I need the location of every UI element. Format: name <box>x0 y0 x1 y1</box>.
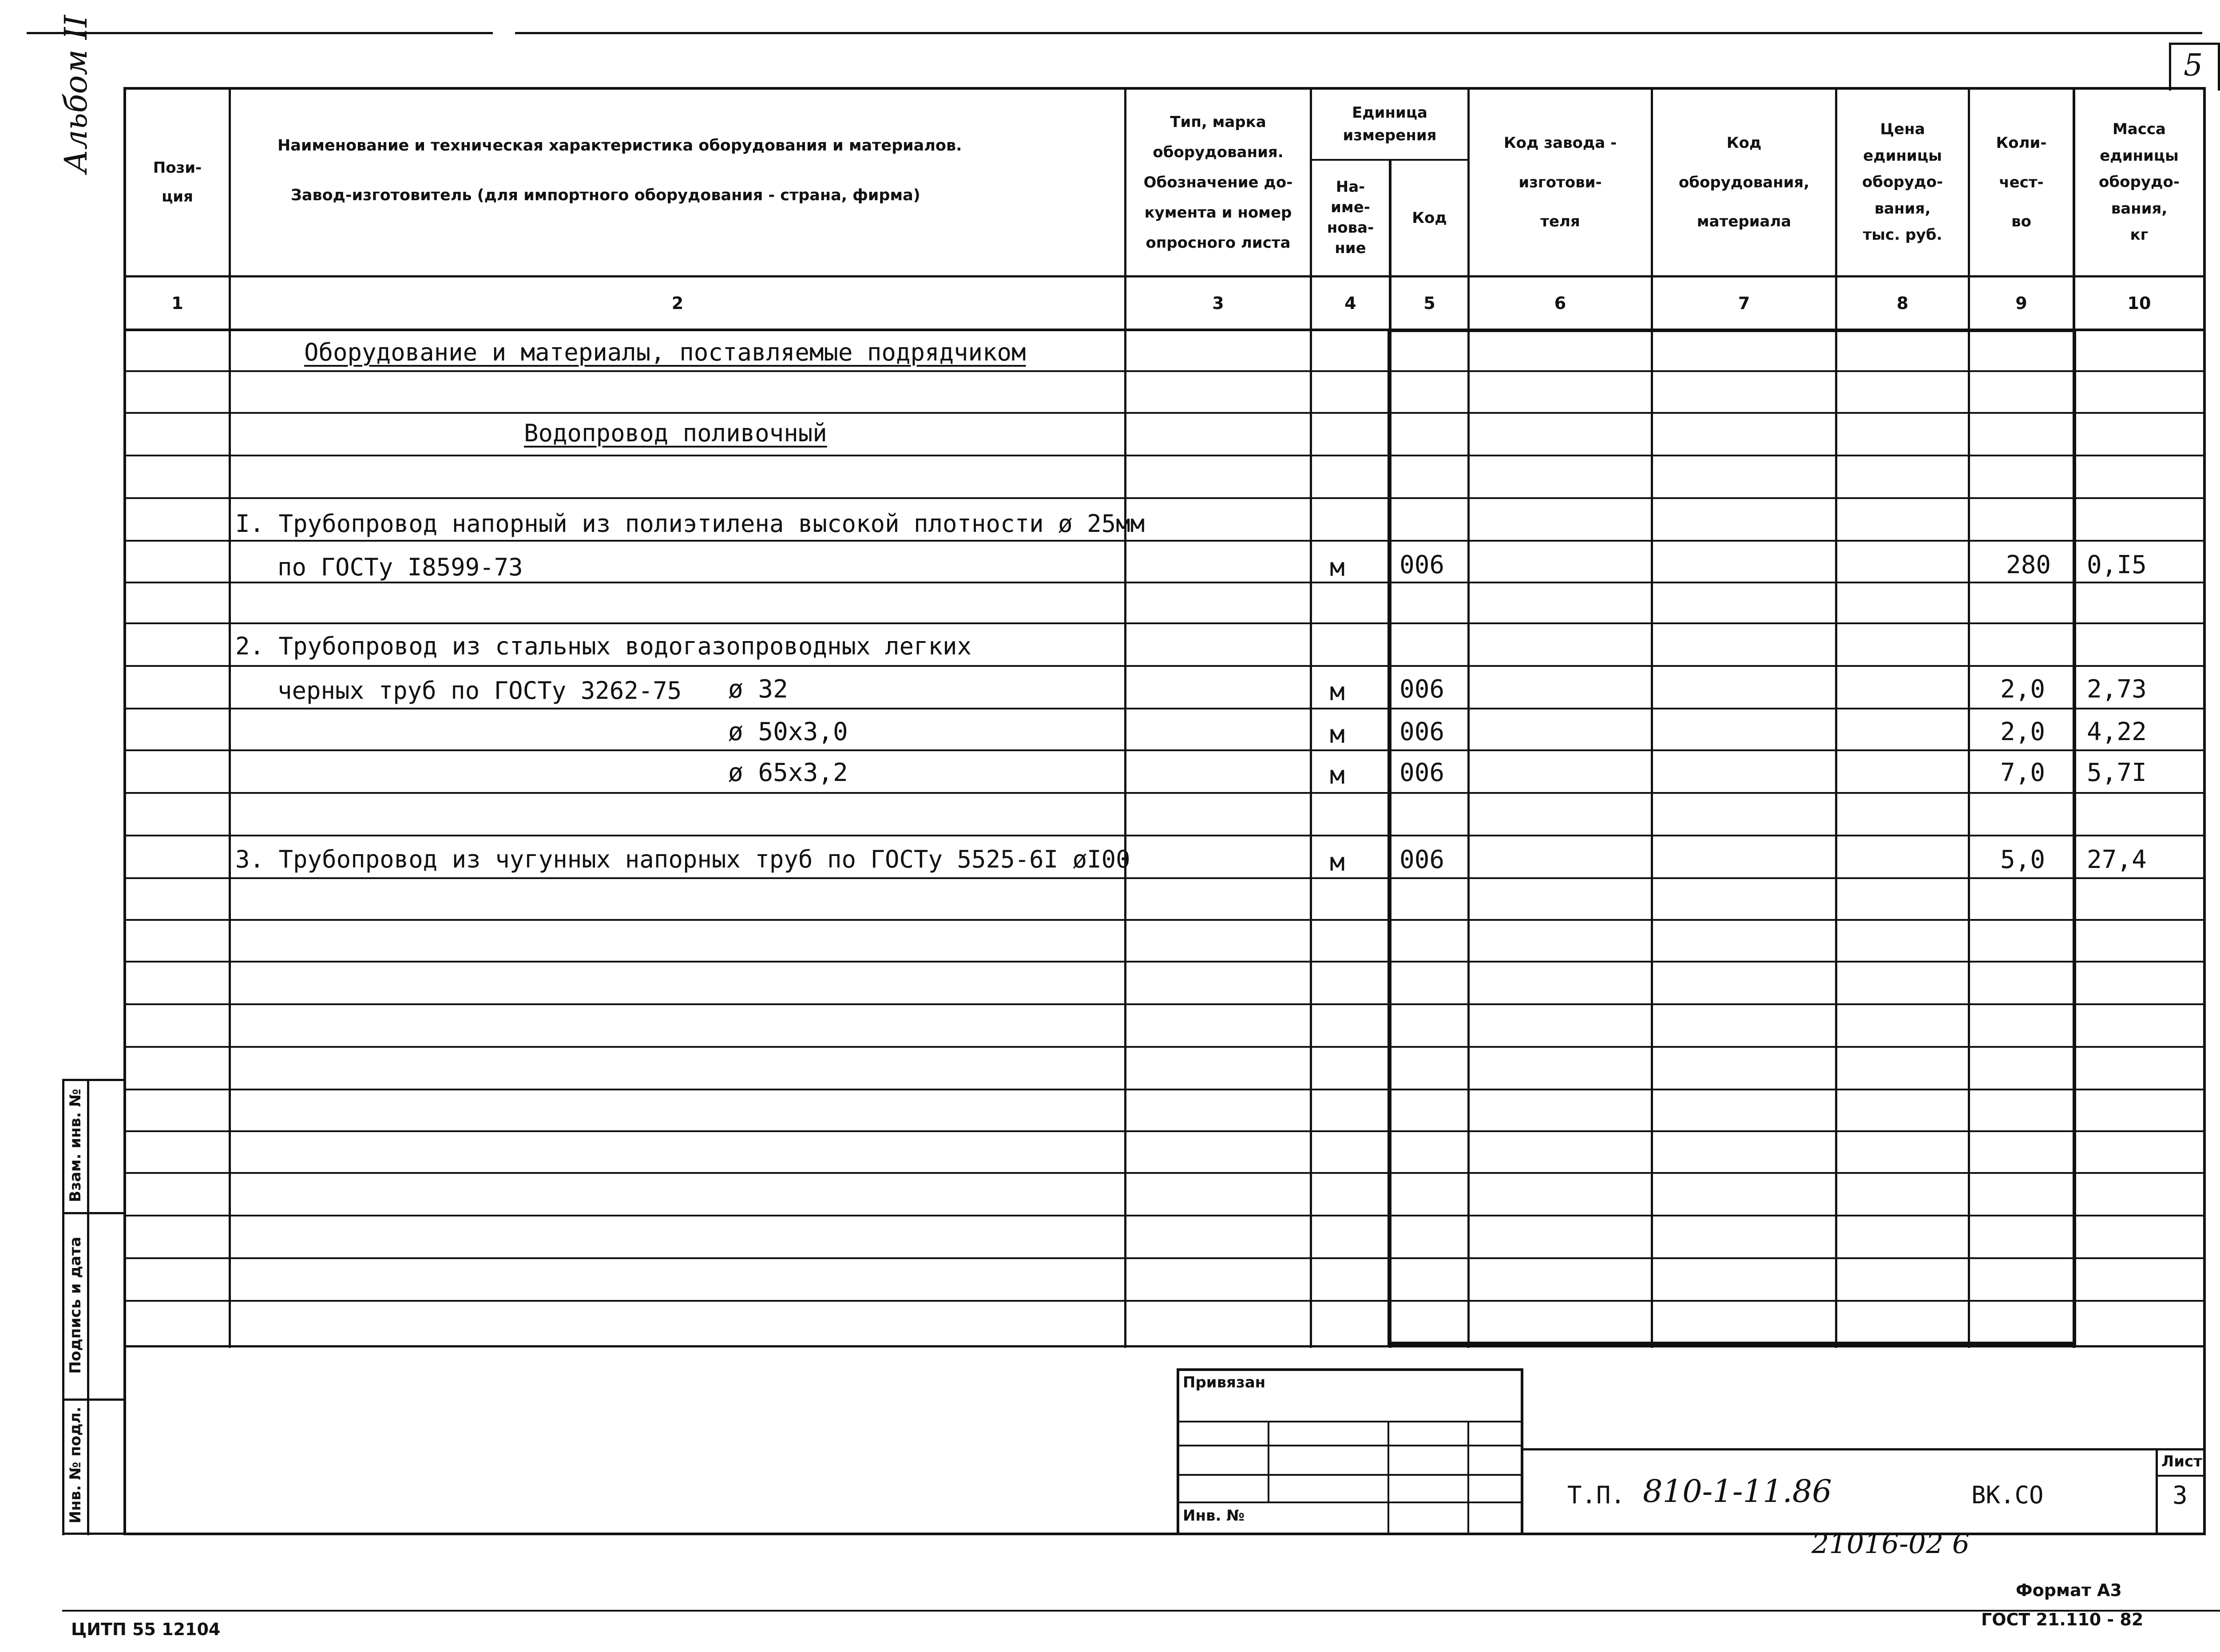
col-line-8 <box>1968 87 1970 1348</box>
doc-number: 810-1-11.86 <box>1643 1473 1832 1509</box>
sheet-label: Лист <box>2161 1453 2202 1470</box>
col-line-3 <box>1310 87 1312 1348</box>
album-mark: Альбом II <box>58 15 94 173</box>
row-line <box>123 1215 2206 1216</box>
item3-line1: 3. Трубопровод из чугунных напорных труб по ГОСТу 5525-6I øI00 <box>235 845 1130 873</box>
item2-d1-unit: м <box>1330 677 1345 706</box>
row-line <box>123 455 2206 456</box>
col-line-5 <box>1467 87 1470 1348</box>
row-line <box>123 582 2206 583</box>
header-position: Пози- ция <box>153 159 202 206</box>
side-stamp-podpis: Подпись и дата <box>67 1236 84 1374</box>
side-stamp-inv-podl: Инв. № подл. <box>67 1406 84 1524</box>
gost-label: ГОСТ 21.110 - 82 <box>1981 1610 2144 1629</box>
row-line <box>123 835 2206 836</box>
sheet-value: 3 <box>2172 1481 2188 1510</box>
side-stamp-bottom <box>62 1533 124 1535</box>
item2-d2-qty: 2,0 <box>2000 717 2046 746</box>
title-block-top <box>1523 1448 2204 1450</box>
header-quantity: Коли- чест- во <box>1996 134 2047 231</box>
item2-d1-mass: 2,73 <box>2087 675 2147 704</box>
row-line <box>123 1046 2206 1048</box>
privyazan-box-left <box>1177 1368 1179 1533</box>
row-line <box>123 919 2206 921</box>
row-line <box>123 1130 2206 1132</box>
bold-box-top <box>1389 329 2075 332</box>
item1-mass: 0,I5 <box>2087 551 2147 579</box>
row-line <box>123 370 2206 372</box>
item2-d3: ø 65x3,2 <box>728 758 848 787</box>
item3-code: 006 <box>1399 845 1445 874</box>
section-title: Оборудование и материалы, поставляемые подрядчиком <box>304 338 1026 366</box>
corner-box-right <box>2218 43 2220 91</box>
tsitp-label: ЦИТП 55 12104 <box>71 1620 221 1639</box>
side-stamp-left <box>62 1079 64 1535</box>
col-number-6: 6 <box>1554 293 1566 313</box>
col-number-10: 10 <box>2127 293 2151 313</box>
col-number-1: 1 <box>171 293 183 313</box>
footer-rule <box>62 1610 2220 1612</box>
header-equipment-code: Код оборудования, материала <box>1678 134 1810 231</box>
item2-line1: 2. Трубопровод из стальных водогазопроводных легких <box>235 632 972 660</box>
side-stamp-div1 <box>62 1212 124 1214</box>
item2-d2-unit: м <box>1330 720 1345 749</box>
privyazan-col3 <box>1467 1421 1469 1533</box>
col-number-2: 2 <box>671 293 684 313</box>
table-right <box>2203 87 2206 1534</box>
item2-d1-qty: 2,0 <box>2000 675 2046 704</box>
body-bottom <box>123 1345 2206 1347</box>
row-line <box>123 540 2206 542</box>
item2-d3-qty: 7,0 <box>2000 758 2046 787</box>
col-number-8: 8 <box>1896 293 1909 313</box>
item1-line2: по ГОСТу I8599-73 <box>278 553 523 581</box>
doc-prefix: Т.П. <box>1567 1481 1625 1509</box>
top-rule-right <box>515 32 2202 34</box>
bold-box-right <box>2073 329 2076 1345</box>
row-line <box>123 749 2206 751</box>
privyazan-row3 <box>1177 1474 1523 1476</box>
col-number-4: 4 <box>1344 293 1356 313</box>
header-unit-group: Единица измерения <box>1343 104 1437 144</box>
item2-d3-unit: м <box>1330 761 1345 790</box>
row-line <box>123 961 2206 963</box>
item2-d1-code: 006 <box>1399 675 1445 704</box>
item1-qty: 280 <box>2006 551 2051 579</box>
privyazan-col1 <box>1268 1421 1269 1503</box>
row-line <box>123 1300 2206 1302</box>
privyazan-box-right <box>1521 1368 1523 1533</box>
corner-sheet-number: 5 <box>2184 48 2203 83</box>
header-name-line2: Завод-изготовитель (для импортного оборудования - страна, фирма) <box>291 186 920 204</box>
header-factory-code: Код завода - изготови- теля <box>1503 134 1617 231</box>
item2-d2-code: 006 <box>1399 717 1445 746</box>
bold-box-bottom <box>1389 1342 2075 1345</box>
top-rule-left <box>27 32 493 34</box>
row-line <box>123 665 2206 667</box>
col-number-9: 9 <box>2015 293 2027 313</box>
privyazan-col2 <box>1388 1421 1389 1533</box>
item2-d3-code: 006 <box>1399 758 1445 787</box>
row-line <box>123 497 2206 499</box>
item1-unit: м <box>1330 553 1345 582</box>
corner-box-left <box>2169 43 2171 91</box>
privyazan-box-top <box>1177 1368 1523 1371</box>
item3-mass: 27,4 <box>2087 845 2147 874</box>
col-line-6 <box>1651 87 1653 1348</box>
col-number-3: 3 <box>1212 293 1224 313</box>
format-label: Формат А3 <box>2016 1581 2122 1600</box>
header-unit-code: Код <box>1412 209 1447 227</box>
side-stamp-mid <box>87 1079 89 1535</box>
header-mass: Масса единицы оборудо- вания, кг <box>2099 120 2180 244</box>
row-line <box>123 1089 2206 1090</box>
corner-box-top <box>2169 43 2220 45</box>
col-line-2 <box>1124 87 1126 1348</box>
side-stamp-vzam: Взам. инв. № <box>67 1089 84 1202</box>
row-line <box>123 412 2206 414</box>
col-line-1 <box>229 87 231 1348</box>
item1-code: 006 <box>1399 551 1445 579</box>
row-line <box>123 708 2206 709</box>
row-line <box>123 1003 2206 1005</box>
sheet-box-split <box>2156 1475 2204 1477</box>
item2-d2: ø 50x3,0 <box>728 717 848 746</box>
subsection-title: Водопровод поливочный <box>524 419 827 447</box>
col-line-7 <box>1835 87 1837 1348</box>
item2-line2: черных труб по ГОСТу 3262-75 <box>278 677 682 705</box>
item3-unit: м <box>1330 848 1345 877</box>
header-price: Цена единицы оборудо- вания, тыс. руб. <box>1862 120 1943 244</box>
row-line <box>123 1172 2206 1174</box>
row-line <box>123 622 2206 624</box>
row-line <box>123 877 2206 879</box>
sheet-box-left <box>2156 1448 2158 1534</box>
col-number-7: 7 <box>1738 293 1750 313</box>
privyazan-row2 <box>1177 1445 1523 1446</box>
privyazan-row4 <box>1177 1501 1523 1503</box>
row-line <box>123 1257 2206 1259</box>
doc-code: ВК.СО <box>1971 1481 2044 1509</box>
header-name-line1: Наименование и техническая характеристика оборудования и материалов. <box>278 137 962 155</box>
privyazan-row1 <box>1177 1421 1523 1422</box>
inv-no-label: Инв. № <box>1183 1507 1245 1525</box>
handwritten-code: 21016-02 6 <box>1812 1527 1970 1560</box>
item3-qty: 5,0 <box>2000 845 2046 874</box>
item1-line1: I. Трубопровод напорный из полиэтилена высокой плотности ø 25мм <box>235 510 1145 538</box>
row-line <box>123 792 2206 794</box>
header-type: Тип, марка оборудования. Обозначение до- кумента и номер опросного листа <box>1143 113 1293 252</box>
item2-d2-mass: 4,22 <box>2087 717 2147 746</box>
privyazan-label: Привязан <box>1183 1374 1266 1391</box>
header-unit-name: На- име- нова- ние <box>1327 178 1374 257</box>
col-number-5: 5 <box>1423 293 1435 313</box>
item2-d1: ø 32 <box>728 675 788 704</box>
bold-box-left <box>1388 329 1391 1345</box>
item2-d3-mass: 5,7I <box>2087 758 2147 787</box>
